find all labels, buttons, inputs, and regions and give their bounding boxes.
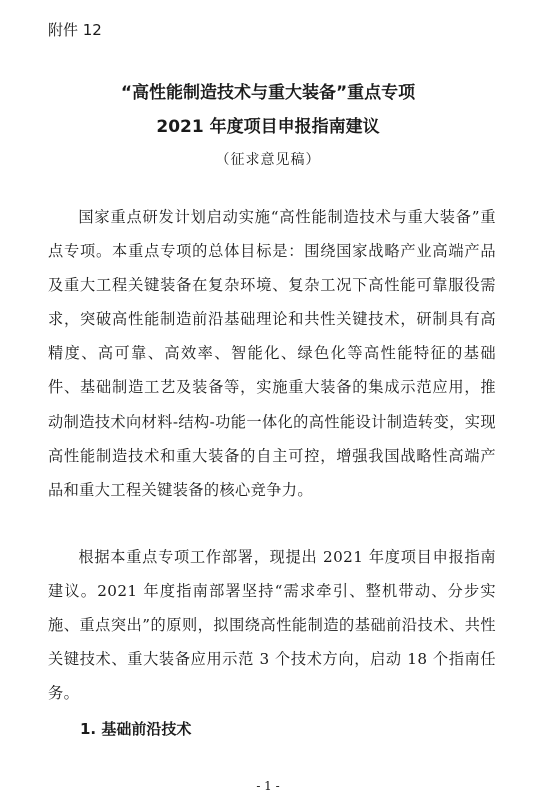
attachment-label: 附件 12 — [48, 21, 102, 39]
document-title-year: 2021 年度项目申报指南建议 — [156, 117, 380, 137]
draft-notice: （征求意见稿） — [215, 152, 321, 168]
document-title: “高性能制造技术与重大装备”重点专项 — [120, 83, 416, 103]
paragraph-overview: 国家重点研发计划启动实施“高性能制造技术与重大装备”重点专项。本重点专项的总体目标是：围绕国家战略产业高端产品及重大工程关键装备在复杂环境、复杂工况下高性能可靠服役需求，突破高性能制造前沿基础理论和共性关键技术，研制具有高精度、高可靠、高效率、智能化、绿色化等高性能特征的基础件、基础制造工艺及装备等，实施重大装备的集成示范应用，推动制造技术向材料-结构-功能一体化的高性能设计制造转变，实现高性能制造技术和重大装备的自主可控，增强我国战略性高端产品和重大工程关键装备的核心竞争力。 — [48, 208, 496, 499]
paragraph-guideline: 根据本重点专项工作部署，现提出 2021 年度项目申报指南建议。2021 年度指南部署坚持“需求牵引、整机带动、分步实施、重点突出”的原则，拟围绕高性能制造的基础前沿技术、共性关键技术、重大装备应用示范 3 个技术方向，启动 18 个指南任务。 — [48, 548, 496, 703]
section-heading: 1. 基础前沿技术 — [80, 720, 192, 738]
page-number: - 1 - — [256, 779, 280, 793]
